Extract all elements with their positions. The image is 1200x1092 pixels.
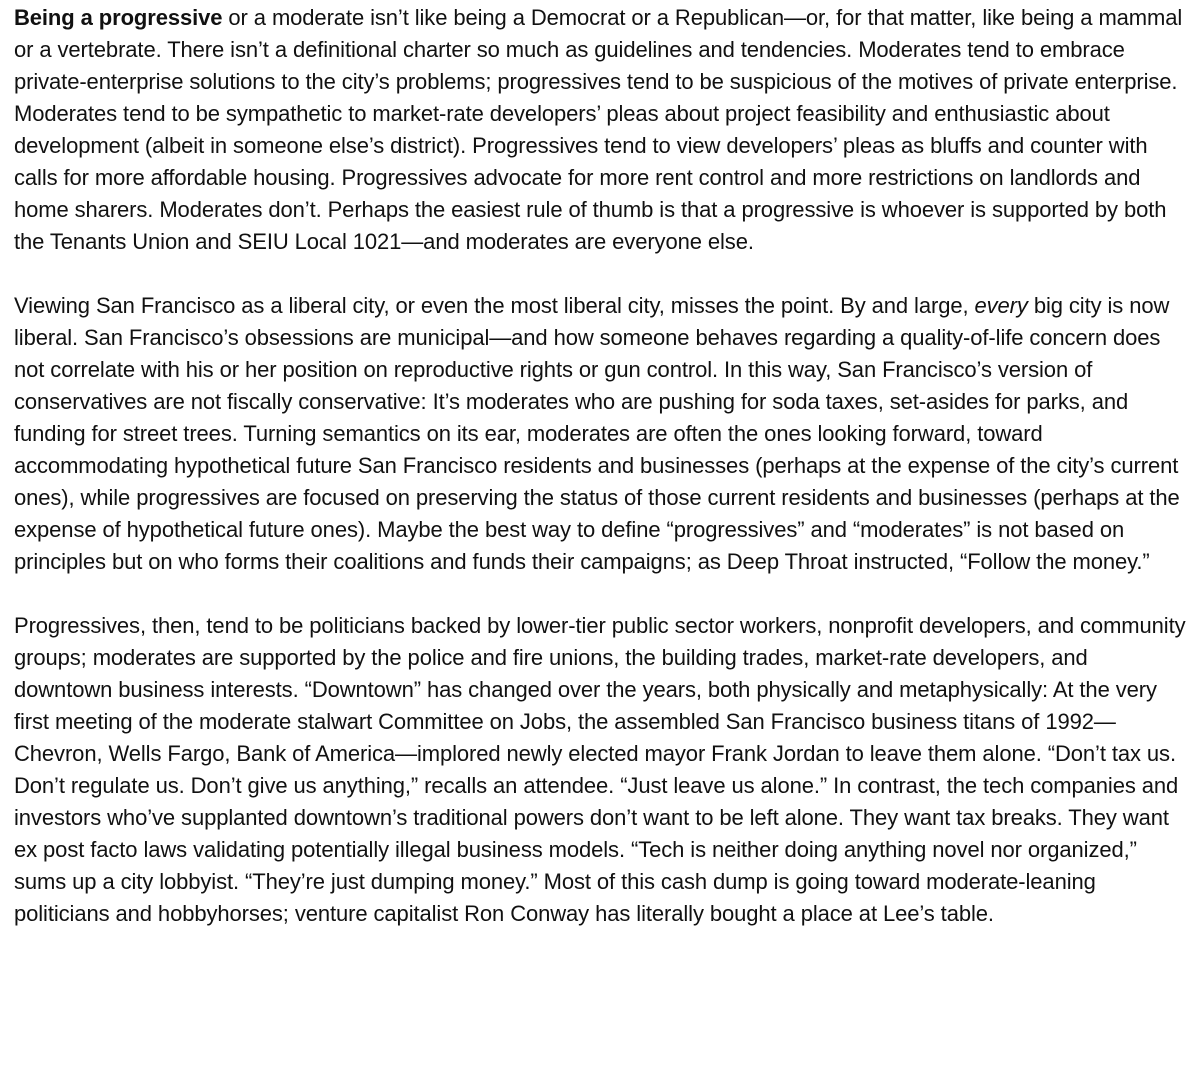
paragraph-1 [14, 2, 1186, 258]
paragraph-2-text-after: big city is now liberal. San Francisco’s obsessions are municipal—and how someone behaves regarding a quality-of-life concern does not correlate with his or her position on reproductive rights or gun control. In this way, San Francisco’s version of conservatives are not fiscally conservative: It’s moderates who are pushing for soda taxes, set-asides for parks, and funding for street trees. Turning semantics on its ear, moderates are often the ones looking forward, toward accommodating hypothetical future San Francisco residents and businesses (perhaps at the expense of the city’s current ones), while progressives are focused on preserving the status of those current residents and businesses (perhaps at the expense of hypothetical future ones). Maybe the best way to define “progressives” and “moderates” is not based on principles but on who forms their coalitions and funds their campaigns; as Deep Throat instructed, “Follow the money.” [14, 293, 1180, 574]
paragraph-2 [14, 290, 1186, 578]
paragraph-2-text-before: Viewing San Francisco as a liberal city, or even the most liberal city, misses the point. By and large, [14, 293, 975, 318]
lead-in: Being a progressive [14, 5, 223, 30]
paragraph-3 [14, 610, 1186, 930]
emphasis-every: every [974, 293, 1028, 318]
paragraph-3-text: Progressives, then, tend to be politicians backed by lower-tier public sector workers, nonprofit developers, and community groups; moderates are supported by the police and fire unions, the building trades, market-rate developers, and downtown business interests. “Downtown” has changed over the years, both physically and metaphysically: At the very first meeting of the moderate stalwart Committee on Jobs, the assembled San Francisco business titans of 1992—Chevron, Wells Fargo, Bank of America—implored newly elected mayor Frank Jordan to leave them alone. “Don’t tax us. Don’t regulate us. Don’t give us anything,” recalls an attendee. “Just leave us alone.” In contrast, the tech companies and investors who’ve supplanted downtown’s traditional powers don’t want to be left alone. They want tax breaks. They want ex post facto laws validating potentially illegal business models. “Tech is neither doing anything novel nor organized,” sums up a city lobbyist. “They’re just dumping money.” Most of this cash dump is going toward moderate-leaning politicians and hobbyhorses; venture capitalist Ron Conway has literally bought a place at Lee’s table. [14, 613, 1186, 926]
paragraph-1-text: or a moderate isn’t like being a Democrat or a Republican—or, for that matter, like being a mammal or a vertebrate. There isn’t a definitional charter so much as guidelines and tendencies. Moderates tend to embrace private-enterprise solutions to the city’s problems; progressives tend to be suspicious of the motives of private enterprise. Moderates tend to be sympathetic to market-rate developers’ pleas about project feasibility and enthusiastic about development (albeit in someone else’s district). Progressives tend to view developers’ pleas as bluffs and counter with calls for more affordable housing. Progressives advocate for more rent control and more restrictions on landlords and home sharers. Moderates don’t. Perhaps the easiest rule of thumb is that a progressive is whoever is supported by both the Tenants Union and SEIU Local 1021—and moderates are everyone else. [14, 5, 1183, 254]
